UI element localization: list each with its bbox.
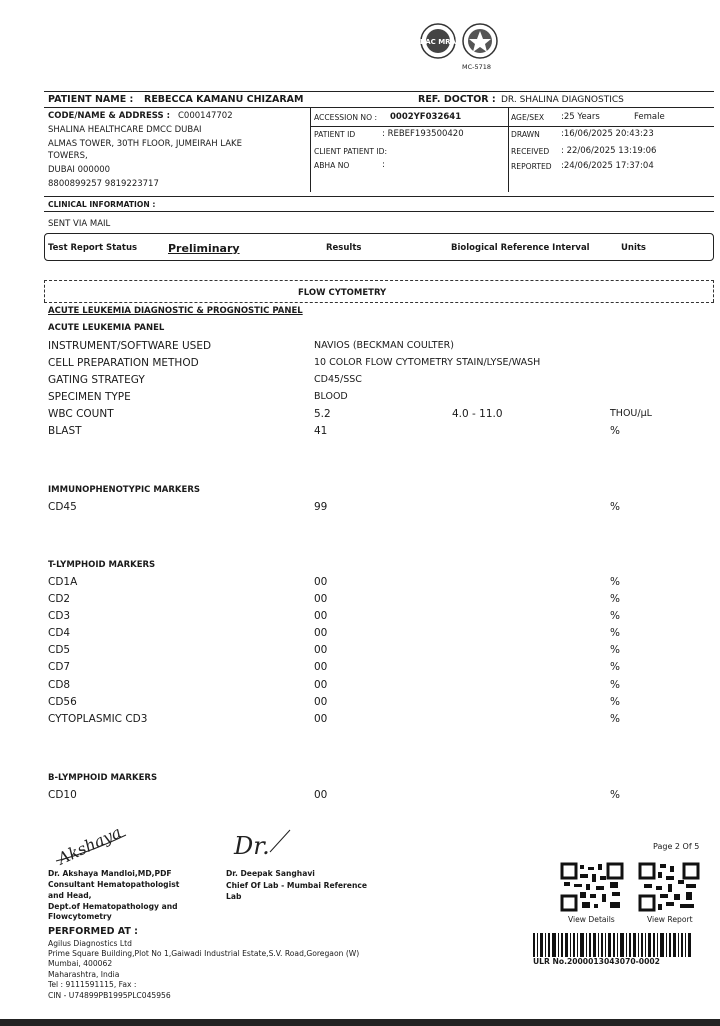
- accession-number: 0002YF032641: [390, 112, 462, 122]
- marker-unit: %: [610, 501, 620, 513]
- performed-line-3: Mumbai, 400062: [48, 959, 113, 968]
- sig1-title-1: Consultant Hematopathologist: [48, 880, 180, 889]
- page-number: Page 2 Of 5: [653, 842, 700, 851]
- wbc-label: WBC COUNT: [48, 408, 114, 420]
- marker-value: 99: [314, 501, 328, 513]
- drawn-label: DRAWN: [511, 130, 540, 139]
- ulr-barcode: [533, 933, 691, 957]
- performed-at-label: PERFORMED AT :: [48, 926, 138, 937]
- marker-value: 00: [314, 661, 328, 673]
- patient-name-label: PATIENT NAME :: [48, 94, 134, 105]
- sig2-title-1: Chief Of Lab - Mumbai Reference: [226, 881, 368, 890]
- wbc-unit: THOU/µL: [610, 408, 652, 419]
- results-header: Results: [326, 243, 362, 253]
- immuno-title: IMMUNOPHENOTYPIC MARKERS: [48, 485, 200, 495]
- marker-label: CD3: [48, 610, 71, 622]
- patient-code: C000147702: [178, 111, 233, 121]
- marker-label: CD56: [48, 696, 77, 708]
- sig1-name: Dr. Akshaya Mandloi,MD,PDF: [48, 869, 172, 878]
- report-header-box: [44, 233, 714, 261]
- tlymph-title: T-LYMPHOID MARKERS: [48, 560, 156, 570]
- signature-deepak-text: Dr.: [234, 832, 270, 860]
- marker-unit: %: [610, 627, 620, 639]
- ref-doctor: DR. SHALINA DIAGNOSTICS: [501, 95, 624, 105]
- abha-label: ABHA NO: [314, 161, 350, 170]
- wbc-value: 5.2: [314, 408, 331, 420]
- marker-value: 00: [314, 679, 328, 691]
- blast-label: BLAST: [48, 425, 82, 437]
- patient-id-label: PATIENT ID: [314, 130, 356, 139]
- received-value: : 22/06/2025 13:19:06: [561, 146, 657, 156]
- units-header: Units: [621, 243, 646, 253]
- marker-value: 00: [314, 593, 328, 605]
- sex-value: Female: [634, 112, 665, 122]
- method-label: SPECIMEN TYPE: [48, 391, 131, 403]
- view-details-link[interactable]: View Details: [568, 915, 615, 924]
- accreditation-logo: [416, 22, 500, 60]
- clinical-info-label: CLINICAL INFORMATION :: [48, 200, 156, 209]
- marker-label: CD2: [48, 593, 71, 605]
- panel-subtitle: ACUTE LEUKEMIA PANEL: [48, 323, 165, 333]
- performed-line-1: Agilus Diagnostics Ltd: [48, 939, 132, 948]
- marker-label: CYTOPLASMIC CD3: [48, 713, 148, 725]
- performed-line-5: Tel : 9111591115, Fax :: [48, 980, 137, 989]
- age-value: :25 Years: [561, 112, 600, 122]
- method-value: NAVIOS (BECKMAN COULTER): [314, 340, 454, 351]
- marker-label: CD1A: [48, 576, 78, 588]
- marker-value: 00: [314, 696, 328, 708]
- marker-unit: %: [610, 789, 620, 801]
- sig2-name: Dr. Deepak Sanghavi: [226, 869, 315, 878]
- patient-name: REBECCA KAMANU CHIZARAM: [144, 94, 304, 105]
- performed-line-4: Maharashtra, India: [48, 970, 120, 979]
- cert-number: MC-5718: [462, 63, 492, 71]
- wbc-reference: 4.0 - 11.0: [452, 408, 503, 420]
- qr-view-details[interactable]: [560, 862, 624, 912]
- marker-unit: %: [610, 593, 620, 605]
- marker-value: 00: [314, 627, 328, 639]
- blast-unit: %: [610, 425, 620, 437]
- sig1-title-4: Flowcytometry: [48, 912, 112, 921]
- signature-deepak: [230, 822, 300, 866]
- marker-unit: %: [610, 610, 620, 622]
- performed-line-2: Prime Square Building,Plot No 1,Gaiwadi Industrial Estate,S.V. Road,Goregaon (W): [48, 949, 360, 958]
- signature-akshaya-text: Akshaya: [54, 822, 125, 867]
- bottom-bar: [0, 1019, 720, 1026]
- marker-label: CD45: [48, 501, 77, 513]
- received-label: RECEIVED: [511, 147, 550, 156]
- reported-label: REPORTED: [511, 162, 552, 171]
- abha-value: :: [382, 160, 385, 170]
- address-line-1: SHALINA HEALTHCARE DMCC DUBAI: [48, 125, 202, 135]
- marker-unit: %: [610, 576, 620, 588]
- marker-label: CD8: [48, 679, 71, 691]
- marker-unit: %: [610, 679, 620, 691]
- method-value: 10 COLOR FLOW CYTOMETRY STAIN/LYSE/WASH: [314, 357, 541, 368]
- blymph-title: B-LYMPHOID MARKERS: [48, 773, 158, 783]
- client-id-label: CLIENT PATIENT ID:: [314, 147, 388, 156]
- marker-label: CD4: [48, 627, 71, 639]
- panel-title: ACUTE LEUKEMIA DIAGNOSTIC & PROGNOSTIC PANEL: [48, 306, 303, 316]
- clinical-info-text: SENT VIA MAIL: [48, 219, 111, 229]
- blast-value: 41: [314, 425, 328, 437]
- marker-value: 00: [314, 644, 328, 656]
- section-title: FLOW CYTOMETRY: [298, 288, 387, 298]
- drawn-value: :16/06/2025 20:43:23: [561, 129, 654, 139]
- address-line-4: DUBAI 000000: [48, 165, 111, 175]
- method-label: INSTRUMENT/SOFTWARE USED: [48, 340, 212, 352]
- marker-value: 00: [314, 713, 328, 725]
- ref-doctor-label: REF. DOCTOR :: [418, 94, 496, 105]
- marker-value: 00: [314, 610, 328, 622]
- ulr-number: ULR No.2000013043070-0002: [533, 957, 660, 966]
- method-value: CD45/SSC: [314, 374, 362, 385]
- performed-line-6: CIN - U74899PB1995PLC045956: [48, 991, 171, 1000]
- address-line-2: ALMAS TOWER, 30TH FLOOR, JUMEIRAH LAKE: [48, 139, 242, 149]
- sig1-title-2: and Head,: [48, 891, 92, 900]
- reference-header: Biological Reference Interval: [451, 243, 590, 253]
- marker-label: CD7: [48, 661, 71, 673]
- marker-unit: %: [610, 661, 620, 673]
- view-report-link[interactable]: View Report: [647, 915, 693, 924]
- marker-label: CD10: [48, 789, 77, 801]
- marker-unit: %: [610, 713, 620, 725]
- qr-view-report[interactable]: [638, 862, 700, 912]
- sig2-title-2: Lab: [226, 892, 242, 901]
- accreditation-logo-text: IIAC MRA: [420, 38, 456, 46]
- report-status-label: Test Report Status: [48, 243, 138, 253]
- address-line-3: TOWERS,: [48, 151, 88, 161]
- method-label: GATING STRATEGY: [48, 374, 145, 386]
- report-status: Preliminary: [168, 242, 240, 255]
- marker-value: 00: [314, 789, 328, 801]
- signature-akshaya: [48, 815, 138, 867]
- marker-unit: %: [610, 696, 620, 708]
- method-value: BLOOD: [314, 391, 348, 402]
- marker-label: CD5: [48, 644, 71, 656]
- phone: 8800899257 9819223717: [48, 179, 159, 189]
- accession-label: ACCESSION NO :: [314, 113, 378, 122]
- age-label: AGE/SEX: [511, 113, 545, 122]
- marker-unit: %: [610, 644, 620, 656]
- method-label: CELL PREPARATION METHOD: [48, 357, 199, 369]
- code-label: CODE/NAME & ADDRESS :: [48, 111, 170, 121]
- patient-id: : REBEF193500420: [382, 129, 464, 139]
- sig1-title-3: Dept.of Hematopathology and: [48, 902, 178, 911]
- marker-value: 00: [314, 576, 328, 588]
- reported-value: :24/06/2025 17:37:04: [561, 161, 654, 171]
